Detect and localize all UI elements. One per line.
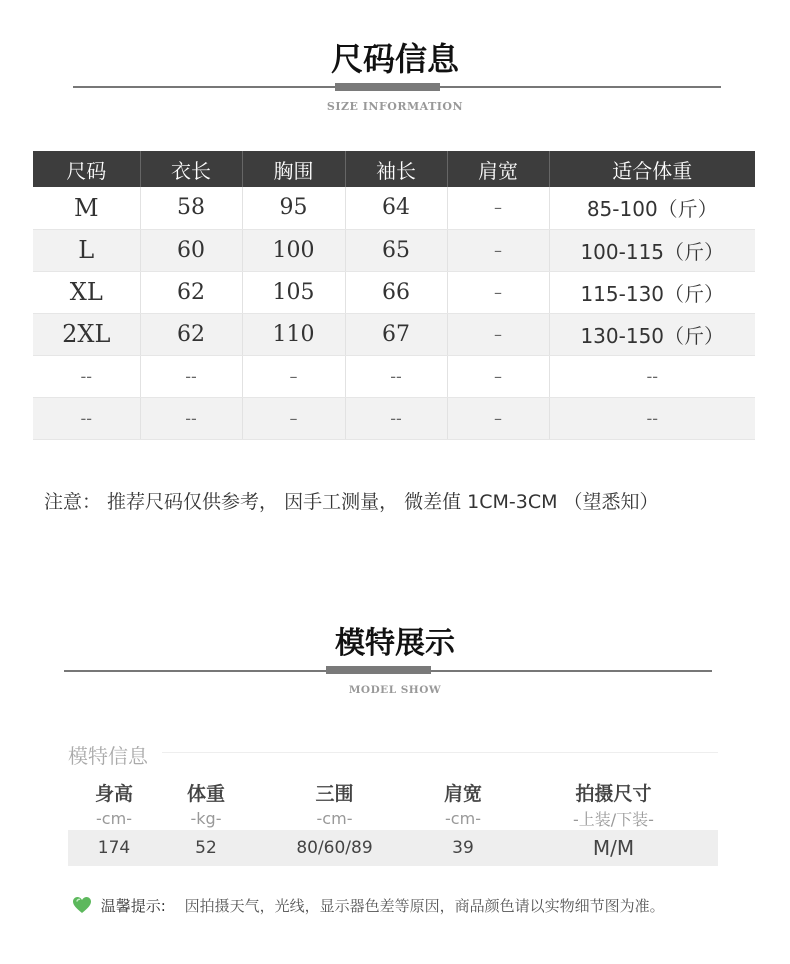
model-header-weight: 体重: [186, 782, 225, 805]
model-header-height: 身高: [94, 782, 133, 805]
weight-cell: 130-150（斤）: [549, 313, 755, 355]
warm-tip: [72, 895, 665, 916]
weight-cell: --: [549, 397, 755, 439]
table-row: [33, 355, 755, 397]
heart-icon: [72, 896, 92, 914]
length-cell: 62: [140, 313, 242, 355]
model-section-title: 模特展示: [335, 626, 455, 661]
size-cell: XL: [33, 271, 140, 313]
tip-text: 因拍摄天气，光线，显示器色差等原因，商品颜色请以实物细节图为准。: [184, 897, 665, 915]
model-unit-height: -cm-: [96, 808, 132, 828]
model-unit-shoot-size: -上装/下装-: [573, 809, 654, 829]
length-cell: --: [140, 397, 242, 439]
sleeve-cell: 66: [345, 271, 447, 313]
shoulder-cell: –: [447, 313, 549, 355]
length-cell: --: [140, 355, 242, 397]
model-value-shoulder: 39: [417, 830, 509, 866]
length-cell: 58: [140, 187, 242, 229]
measurement-note: 注意： 推荐尺码仅供参考， 因手工测量， 微差值 1CM-3CM （望悉知）: [44, 491, 659, 513]
size-cell: --: [33, 355, 140, 397]
sleeve-cell: --: [345, 355, 447, 397]
size-cell: M: [33, 187, 140, 229]
header-sleeve: 袖长: [345, 151, 447, 187]
size-cell: L: [33, 229, 140, 271]
header-size: 尺码: [33, 151, 140, 187]
shoulder-cell: –: [447, 229, 549, 271]
model-header-shoot-size: 拍摄尺寸: [575, 782, 652, 805]
table-row: [33, 187, 755, 229]
model-header-row: [68, 778, 718, 806]
model-header-measurements: 三围: [315, 782, 354, 805]
header-shoulder: 肩宽: [447, 151, 549, 187]
table-row: [33, 313, 755, 355]
sleeve-cell: 64: [345, 187, 447, 229]
weight-cell: 115-130（斤）: [549, 271, 755, 313]
model-value-measurements: 80/60/89: [252, 830, 417, 866]
sleeve-cell: --: [345, 397, 447, 439]
length-cell: 60: [140, 229, 242, 271]
model-title-bar: [326, 666, 431, 674]
shoulder-cell: –: [447, 271, 549, 313]
size-title-bar: [335, 83, 440, 91]
model-value-weight: 52: [160, 830, 252, 866]
model-value-height: 174: [68, 830, 160, 866]
model-unit-row: [68, 806, 718, 830]
size-table: [33, 151, 755, 440]
sleeve-cell: 67: [345, 313, 447, 355]
table-row: [33, 229, 755, 271]
size-section-subtitle: SIZE INFORMATION: [326, 100, 464, 113]
model-section-subtitle: MODEL SHOW: [348, 684, 442, 696]
header-length: 衣长: [140, 151, 242, 187]
model-info-label: 模特信息: [68, 744, 148, 768]
sleeve-cell: 65: [345, 229, 447, 271]
chest-cell: 100: [242, 229, 345, 271]
shoulder-cell: –: [447, 397, 549, 439]
weight-cell: --: [549, 355, 755, 397]
model-unit-weight: -kg-: [190, 808, 222, 828]
model-value-shoot-size: M/M: [509, 830, 718, 866]
chest-cell: –: [242, 355, 345, 397]
header-weight: 适合体重: [549, 151, 755, 187]
weight-cell: 85-100（斤）: [549, 187, 755, 229]
chest-cell: –: [242, 397, 345, 439]
header-chest: 胸围: [242, 151, 345, 187]
size-table-header: [33, 151, 755, 187]
size-cell: --: [33, 397, 140, 439]
model-unit-shoulder: -cm-: [445, 808, 481, 828]
table-row: [33, 271, 755, 313]
model-header-shoulder: 肩宽: [443, 782, 482, 805]
chest-cell: 95: [242, 187, 345, 229]
tip-label: 温馨提示:: [100, 897, 166, 915]
chest-cell: 110: [242, 313, 345, 355]
size-section-title: 尺码信息: [330, 40, 459, 78]
model-info-divider: [162, 752, 718, 753]
model-info-table: [68, 778, 718, 866]
model-value-row: [68, 830, 718, 866]
size-cell: 2XL: [33, 313, 140, 355]
table-row: [33, 397, 755, 439]
chest-cell: 105: [242, 271, 345, 313]
shoulder-cell: –: [447, 187, 549, 229]
shoulder-cell: –: [447, 355, 549, 397]
length-cell: 62: [140, 271, 242, 313]
weight-cell: 100-115（斤）: [549, 229, 755, 271]
model-unit-measurements: -cm-: [316, 808, 353, 828]
